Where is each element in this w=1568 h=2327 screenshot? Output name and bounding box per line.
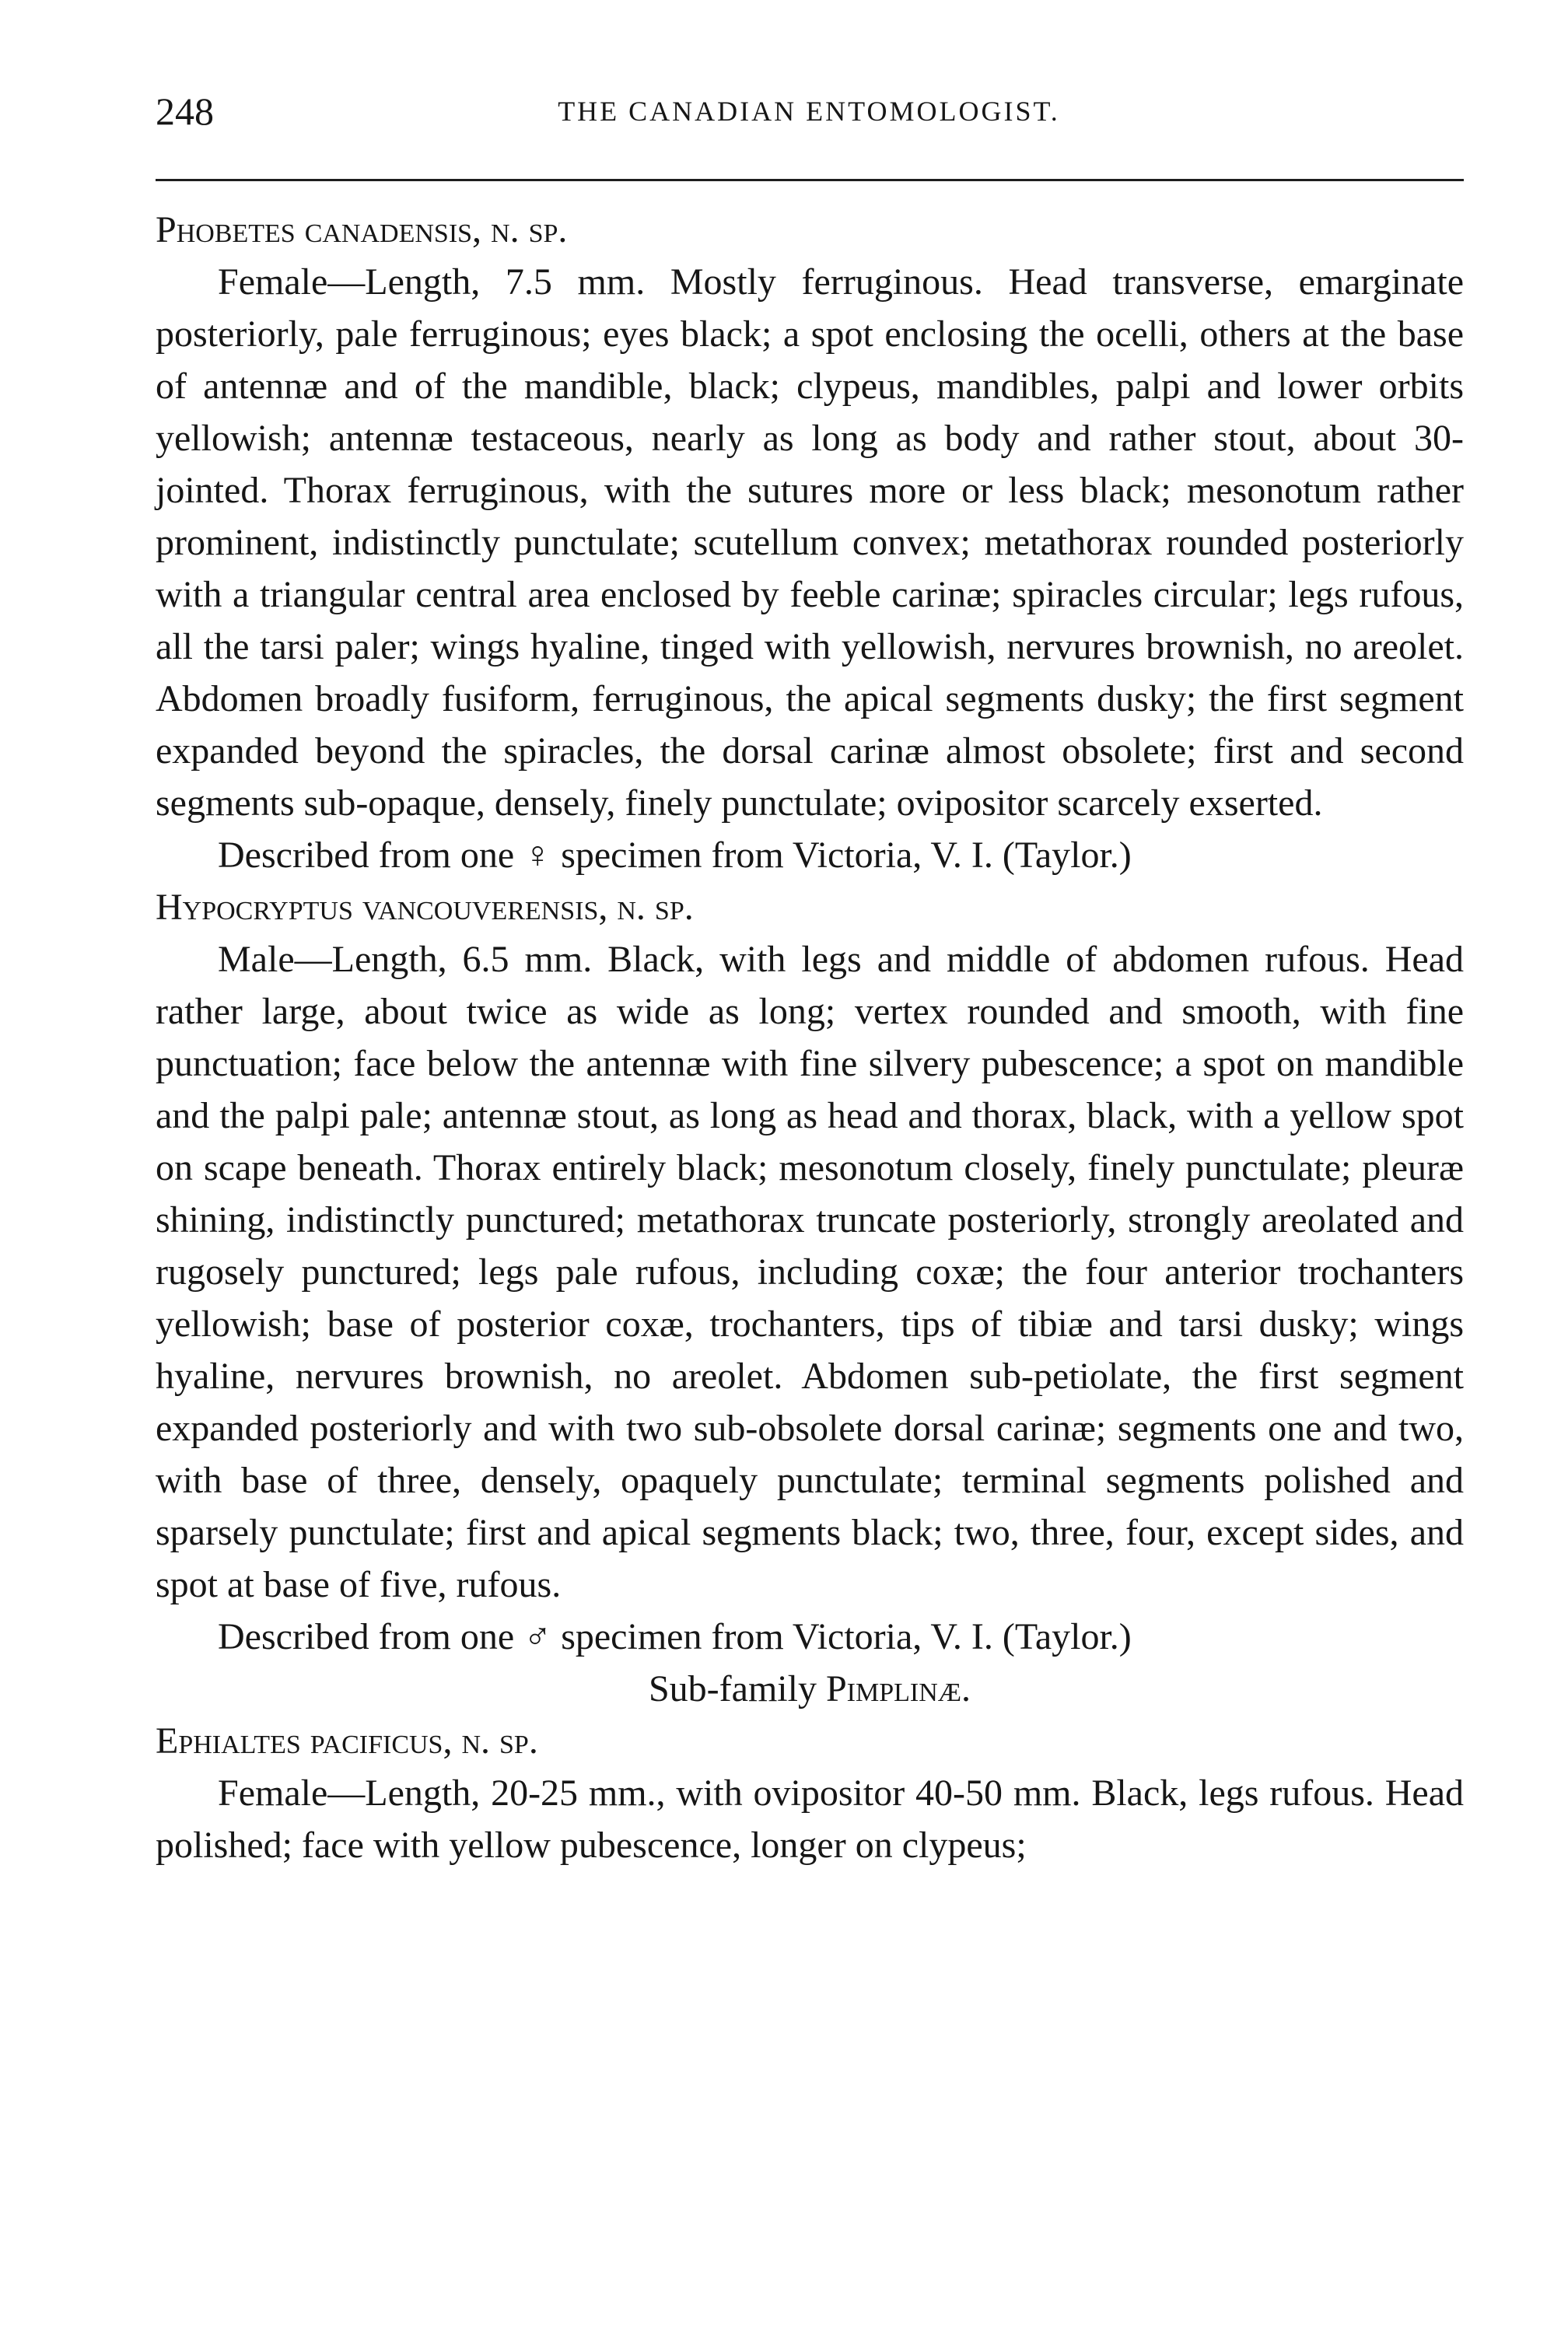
subfamily-name: Pimplinæ.: [825, 1668, 971, 1709]
subfamily-heading: [156, 1663, 1464, 1715]
species-description-phobetes: Female—Length, 7.5 mm. Mostly ferruginous. Head transverse, emarginate posteriorly, pale ferruginous; eyes black; a spot enclosing the ocelli, others at the base of antennæ and of the mandible, black; clypeus, mandibles, palpi and lower orbits yellowish; antennæ testaceous, nearly as long as body and rather stout, about 30-jointed. Thorax ferruginous, with the sutures more or less black; mesonotum rather prominent, indistinctly punctulate; scutellum convex; metathorax rounded posteriorly with a triangular central area enclosed by feeble carinæ; spiracles circular; legs rufous, all the tarsi paler; wings hyaline, tinged with yellowish, nervures brownish, no areolet. Abdomen broadly fusiform, ferruginous, the apical segments dusky; the first segment expanded beyond the spiracles, the dorsal carinæ almost obsolete; first and second segments sub-opaque, densely, finely punctulate; ovipositor scarcely exserted.: [156, 261, 1464, 824]
species-description-hypocryptus: Male—Length, 6.5 mm. Black, with legs and middle of abdomen rufous. Head rather large, about twice as wide as long; vertex rounded and smooth, with fine punctuation; face below the antennæ with fine silvery pubescence; a spot on mandible and the palpi pale; antennæ stout, as long as head and thorax, black, with a yellow spot on scape beneath. Thorax entirely black; mesonotum closely, finely punctulate; pleuræ shining, indistinctly punctured; metathorax truncate posteriorly, strongly areolated and rugosely punctured; legs pale rufous, including coxæ; the four anterior trochanters yellowish; base of posterior coxæ, trochanters, tips of tibiæ and tarsi dusky; wings hyaline, nervures brownish, no areolet. Abdomen sub-petiolate, the first segment expanded posteriorly and with two sub-obsolete dorsal carinæ; segments one and two, with base of three, densely, opaquely punctulate; terminal segments polished and sparsely punctulate; first and apical segments black; two, three, four, except sides, and spot at base of five, rufous.: [156, 939, 1464, 1605]
species-heading-hypocryptus: Hypocryptus vancouverensis, n. sp.: [156, 887, 694, 928]
species-heading-ephialtes: Ephialtes pacificus, n. sp.: [156, 1720, 538, 1762]
body-text: [156, 204, 1464, 1871]
page-number: 248: [156, 89, 214, 133]
species-heading-phobetes: Phobetes canadensis, n. sp.: [156, 209, 568, 250]
running-head: [156, 84, 1462, 138]
running-title: THE CANADIAN ENTOMOLOGIST.: [558, 96, 1060, 127]
header-rule: [156, 179, 1464, 181]
species-description-ephialtes: Female—Length, 20-25 mm., with ovipositor 40-50 mm. Black, legs rufous. Head polished; face with yellow pubescence, longer on clypeus;: [156, 1772, 1464, 1866]
specimen-note-hypocryptus: Described from one ♂ specimen from Victoria, V. I. (Taylor.): [218, 1616, 1132, 1657]
subfamily-prefix: Sub-family: [648, 1668, 817, 1709]
specimen-note-phobetes: Described from one ♀ specimen from Victoria, V. I. (Taylor.): [218, 835, 1132, 876]
